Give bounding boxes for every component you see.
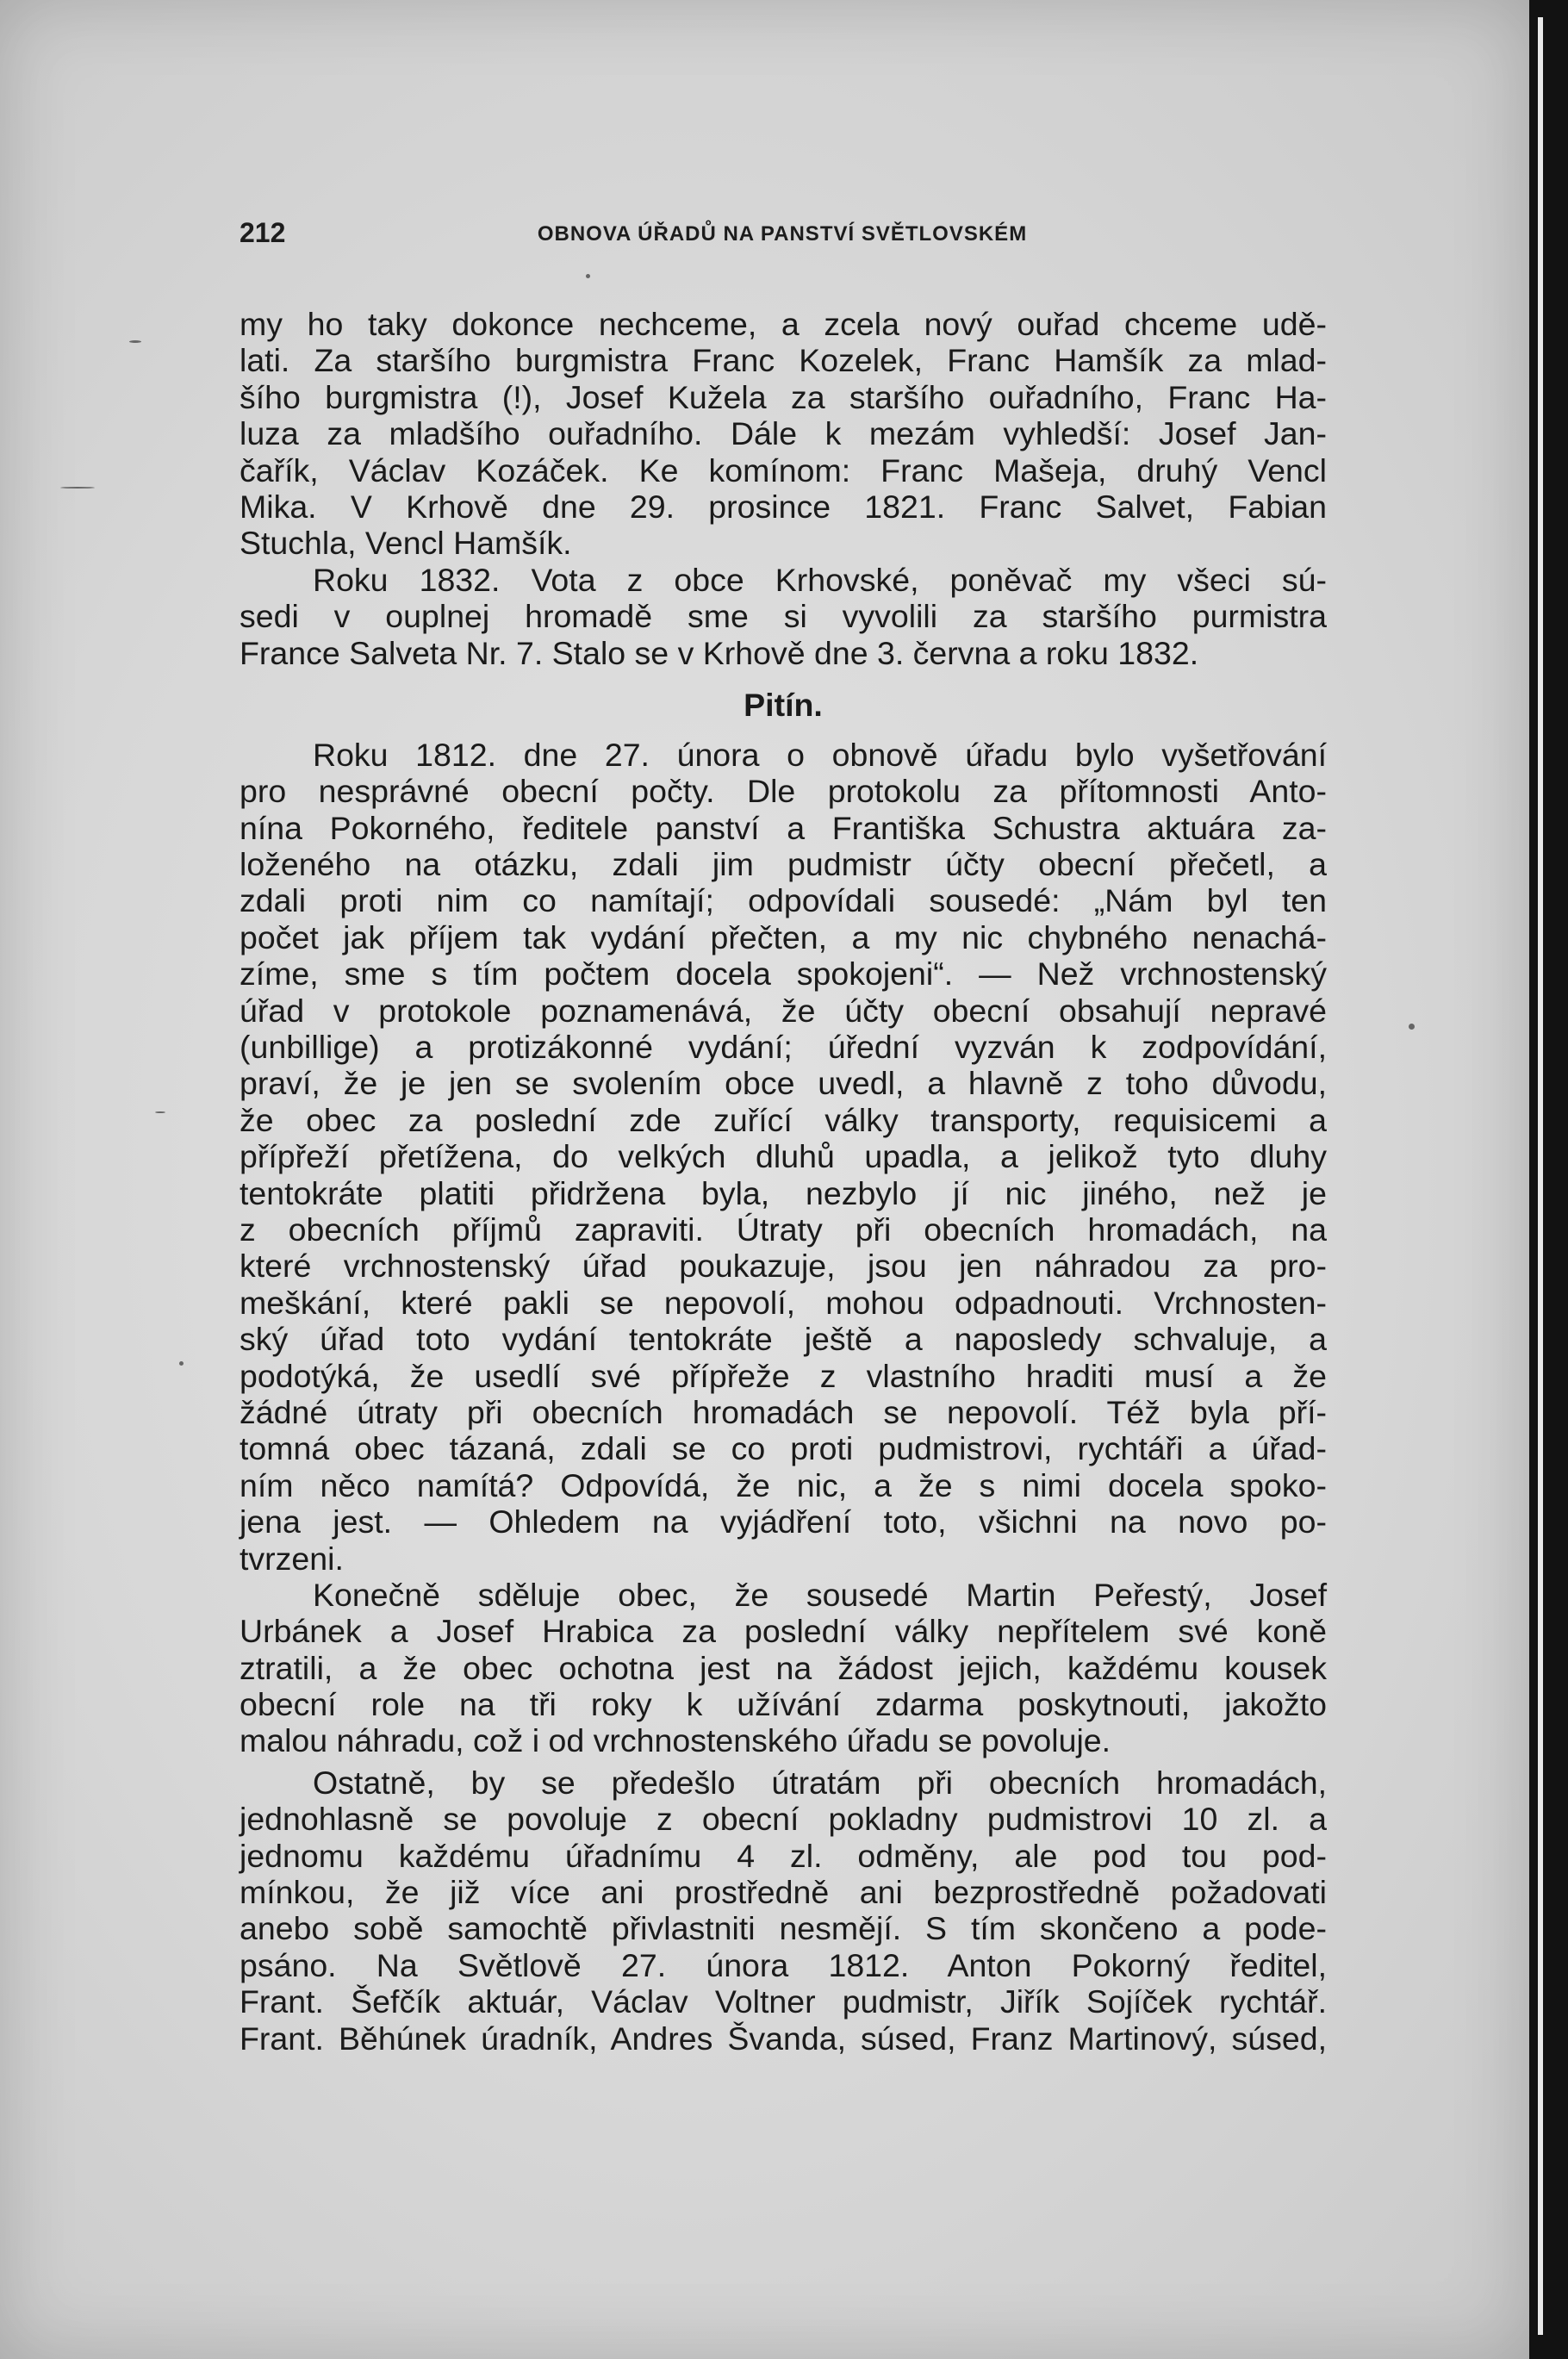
text-line: Roku 1812. dne 27. února o obnově úřadu bylo vyšetřování [313,736,1327,773]
text-line: ztratili, a že obec ochotna jest na žádost jejich, každému kousek [240,1649,1327,1686]
text-line: lati. Za staršího burgmistra Franc Kozelek, Franc Hamšík za mlad- [240,342,1327,379]
text-line: ský úřad toto vydání tentokráte ještě a naposledy schvaluje, a [240,1321,1327,1358]
scan-edge-shadow [1529,0,1568,2359]
text-line: jena jest. — Ohledem na vyjádření toto, všichni na novo po- [240,1503,1327,1541]
text-line: Konečně sděluje obec, že sousedé Martin Peřestý, Josef [313,1576,1327,1613]
text-line: sedi v ouplnej hromadě sme si vyvolili za staršího purmistra [240,598,1327,635]
text-line: praví, že je jen se svolením obce uvedl, a hlavně z toho důvodu, [240,1065,1327,1102]
text-line: mínkou, že již více ani prostředně ani bezprostředně požadovati [240,1874,1327,1911]
text-line: čařík, Václav Kozáček. Ke komínom: Franc Mašeja, druhý Vencl [240,451,1327,489]
text-line: jednomu každému úřadnímu 4 zl. odměny, ale pod tou pod- [240,1837,1327,1874]
text-line: Mika. V Krhově dne 29. prosince 1821. Franc Salvet, Fabian [240,488,1327,525]
paragraph [240,562,1327,671]
running-title: OBNOVA ÚŘADŮ NA PANSTVÍ SVĚTLOVSKÉM [537,222,1028,246]
text-line: tentokráte platiti přidržena byla, nezbylo jí nic jiného, než je [240,1174,1327,1211]
text-line: malou náhradu, což i od vrchnostenského úřadu se povoluje. [240,1722,1111,1759]
text-line: z obecních příjmů zapraviti. Útraty při obecních hromadách, na [240,1211,1327,1248]
scan-speck [179,1361,184,1366]
text-line: France Salveta Nr. 7. Stalo se v Krhově dne 3. června a roku 1832. [240,634,1199,671]
text-line: že obec za poslední zde zuřící války transporty, requisicemi a [240,1101,1327,1138]
body-text [240,306,1327,2057]
text-line: šího burgmistra (!), Josef Kužela za staršího ouřadního, Franc Ha- [240,378,1327,415]
paragraph [240,306,1327,562]
text-line: Frant. Běhúnek úradník, Andres Švanda, súsed, Franz Martinový, súsed, [240,2020,1327,2057]
text-line: úřad v protokole poznamenává, že účty obecní obsahují nepravé [240,992,1327,1029]
text-line: meškání, které pakli se nepovolí, mohou odpadnouti. Vrchnosten- [240,1284,1327,1321]
text-line: Ostatně, by se předešlo útratám při obecních hromadách, [313,1764,1327,1801]
text-line: luza za mladšího ouřadního. Dále k mezám vyhledší: Josef Jan- [240,415,1327,452]
text-line: my ho taky dokonce nechceme, a zcela nový ouřad chceme udě- [240,306,1327,342]
paragraph [240,1577,1327,1759]
text-line: zíme, sme s tím počtem docela spokojeni“. — Než vrchnostenský [240,955,1327,993]
page-number: 212 [240,217,286,248]
text-line: ním něco namítá? Odpovídá, že nic, a že s nimi docela spoko- [240,1466,1327,1503]
scan-speck [1409,1024,1415,1030]
text-line: psáno. Na Světlově 27. února 1812. Anton Pokorný ředitel, [240,1946,1327,1983]
page-header [240,215,1325,258]
text-line: pro nesprávné obecní počty. Dle protokolu za přítomnosti Anto- [240,773,1327,810]
scan-speck [586,274,590,278]
section-heading: Pitín. [744,686,823,723]
text-line: anebo sobě samochtě přivlastniti nesmějí. S tím skončeno a podе- [240,1910,1327,1947]
text-line: zdali proti nim co namítají; odpovídali sousedé: „Nám byl ten [240,882,1327,919]
text-line: (unbillige) a protizákonné vydání; úřední vyzván k zodpovídání, [240,1029,1327,1066]
text-line: Roku 1832. Vota z obce Krhovské, poněvač my všeci sú- [313,561,1327,598]
text-line: nína Pokorného, ředitele panství a Františka Schustra aktuára za- [240,809,1327,846]
text-line: jednohlasně se povoluje z obecní pokladny pudmistrovi 10 zl. a [240,1801,1327,1838]
paragraph [240,737,1327,1577]
text-line: podotýká, že usedlí své přípřeže z vlastního hraditi musí a že [240,1357,1327,1394]
paragraph [240,1765,1327,2057]
text-line: obecní role na tři roky k užívání zdarma poskytnouti, jakožto [240,1686,1327,1723]
text-line: Stuchla, Vencl Hamšík. [240,525,572,562]
scan-speck [129,340,141,343]
text-line: Urbánek a Josef Hrabica za poslední války nepřítelem své koně [240,1613,1327,1650]
text-line: přípřeží přetížena, do velkých dluhů upadla, a jelikož tyto dluhy [240,1138,1327,1175]
text-line: žádné útraty při obecních hromadách se nepovolí. Též byla pří- [240,1393,1327,1430]
scan-speck [60,487,95,489]
text-line: tomná obec tázaná, zdali se co proti pudmistrovi, rychtáři a úřad- [240,1430,1327,1467]
text-line: počet jak příjem tak vydání přečten, a my nic chybného nenachá- [240,918,1327,955]
text-line: tvrzeni. [240,1540,344,1577]
text-line: Frant. Šefčík aktuár, Václav Voltner pudmistr, Jiřík Sojíček rychtář. [240,1983,1327,2020]
text-line: které vrchnostenský úřad poukazuje, jsou jen náhradou za pro- [240,1248,1327,1285]
scan-speck [155,1111,165,1113]
text-line: loženého na otázku, zdali jim pudmistr účty obecní přečetl, a [240,846,1327,883]
